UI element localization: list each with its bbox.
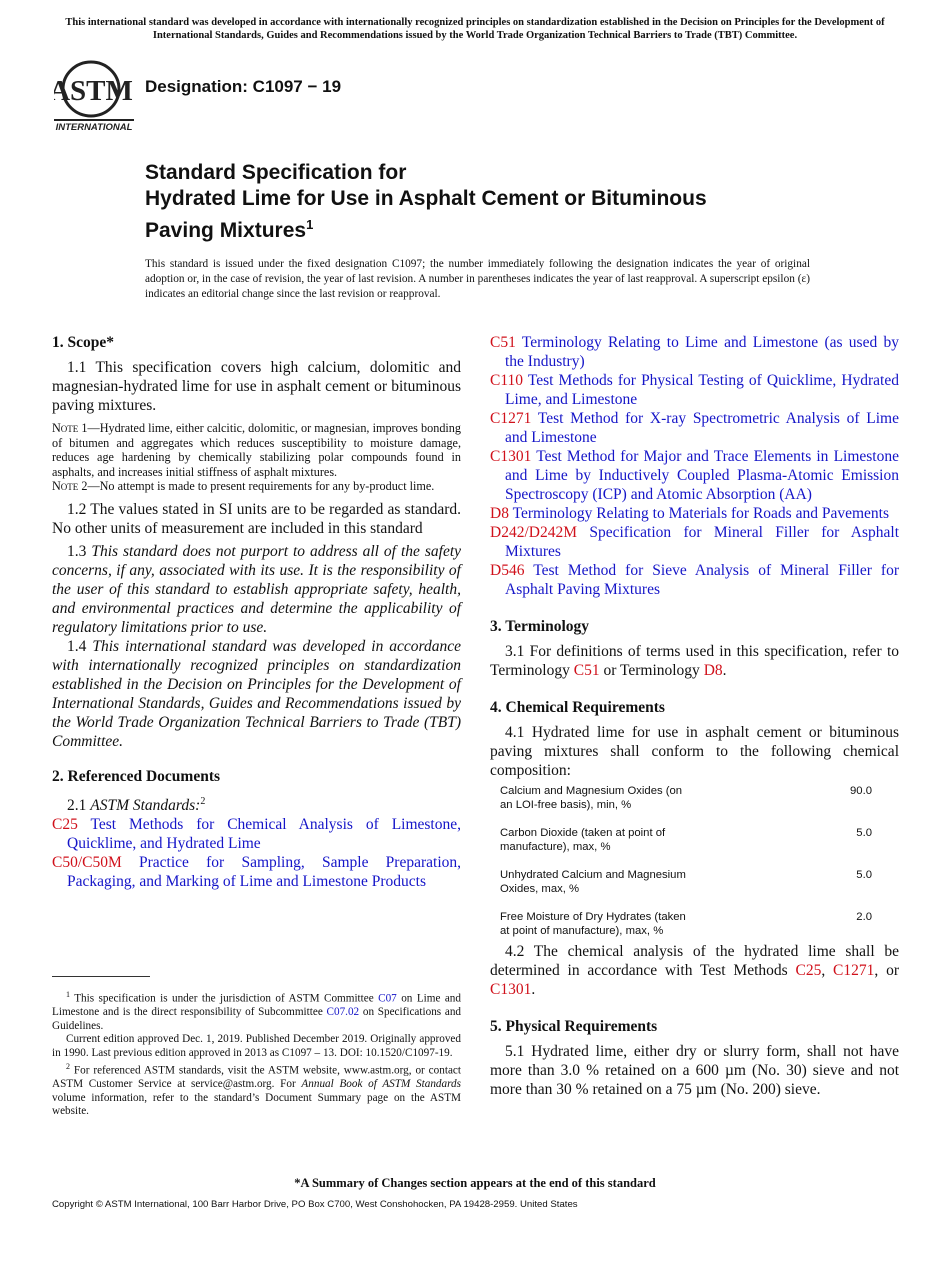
para-4-2: 4.2 The chemical analysis of the hydrated lime shall be determined in accordance with Test Methods C25, C1271, or C1301.: [490, 943, 899, 998]
ref-c1301[interactable]: C1301 Test Method for Major and Trace Elements in Limestone and Lime by Inductively Coupled Plasma-Atomic Emission Spectroscopy (ICP) and Atomic Absorption (AA): [490, 448, 899, 503]
ref-d8[interactable]: D8 Terminology Relating to Materials for Roads and Pavements: [490, 505, 889, 522]
table-row: Calcium and Magnesium Oxides (on an LOI-free basis), min, % 90.0: [500, 785, 872, 811]
top-notice: This international standard was developed in accordance with internationally recognized principles on standardization established in the Decision on Principles for the Development of International Standards, Guides and Recommendations issued by the World Trade Organization Technical Barriers to Trade (TBT) Committee.: [65, 17, 885, 41]
table-row: Free Moisture of Dry Hydrates (taken at point of manufacture), max, % 2.0: [500, 911, 872, 937]
physical-heading: 5. Physical Requirements: [490, 1018, 658, 1035]
chemical-heading: 4. Chemical Requirements: [490, 699, 665, 716]
para-1-4: 1.4 This international standard was developed in accordance with internationally recognized principles on standardization established in the Decision on Principles for the Development of International Standards, Guides and Recommendations issued by the World Trade Organization Technical Barriers to Trade (TBT) Committee.: [52, 637, 462, 750]
note-2: Note 2—No attempt is made to present requirements for any by-product lime.: [52, 479, 435, 493]
link-c51[interactable]: C51: [573, 662, 600, 679]
link-d8[interactable]: D8: [703, 662, 723, 679]
designation: Designation: C1097 − 19: [145, 77, 342, 96]
link-c1301[interactable]: C1301: [490, 981, 532, 998]
para-1-1: 1.1 This specification covers high calcium, dolomitic and magnesian-hydrated lime for use in asphalt cement or bituminous paving mixtures.: [52, 359, 461, 414]
referenced-heading: 2. Referenced Documents: [52, 767, 221, 785]
astm-logo: [54, 57, 134, 133]
link-c25[interactable]: C25: [795, 962, 822, 979]
ref-c25[interactable]: C25 Test Methods for Chemical Analysis of Limestone, Quicklime, and Hydrated Lime: [52, 815, 461, 852]
right-column: [490, 333, 899, 1099]
table-row: Carbon Dioxide (taken at point of manufacture), max, % 5.0: [500, 827, 872, 853]
logo-text: ASTM: [54, 75, 133, 107]
chemical-table: [500, 784, 899, 942]
ref-c51[interactable]: C51 Terminology Relating to Lime and Limestone (as used by the Industry): [490, 334, 899, 370]
issued-note: This standard is issued under the fixed designation C1097; the number immediately following the designation indicates the year of original adoption or, in the case of revision, the year of last revision. A number in parentheses indicates the year of last reapproval. A superscript epsilon (ε) indicates an editorial change since the last revision or reapproval.: [145, 258, 810, 300]
footnote-1: $^1$ This specification is under the jurisdiction of ASTM Committee C07 on Lime and Limestone and is the direct responsibility of Subcommittee C07.02 on Specifications and Guidelines.: [52, 990, 462, 1032]
ref-d242[interactable]: D242/D242M Specification for Mineral Filler for Asphalt Mixtures: [490, 524, 900, 560]
logo-subtext: INTERNATIONAL: [55, 122, 133, 133]
footnote-divider: [52, 976, 150, 977]
footnotes: [52, 988, 461, 1119]
copyright: Copyright © ASTM International, 100 Barr Harbor Drive, PO Box C700, West Conshohocken, PA 19428-2959. United States: [52, 1199, 578, 1210]
footnote-2: $^2$ For referenced ASTM standards, visit the ASTM website, www.astm.org, or contact ASTM Customer Service at service@astm.org. For Annual Book of ASTM Standards volume information, refer to the standard’s Document Summary page on the ASTM website.: [52, 1062, 461, 1118]
page-title: Standard Specification for Hydrated Lime for Use in Asphalt Cement or Bituminous Paving Mixtures$^1$: [145, 161, 707, 242]
para-2-1: 2.1 ASTM Standards:$^2$: [67, 795, 206, 814]
footnote-1-edition: Current edition approved Dec. 1, 2019. Published December 2019. Originally approved in 1990. Last previous edition approved in 2013 as C1097 – 13. DOI: 10.1520/C1097-19.: [52, 1033, 461, 1059]
ref-d546[interactable]: D546 Test Method for Sieve Analysis of Mineral Filler for Asphalt Paving Mixtures: [490, 562, 899, 598]
scope-heading: 1. Scope*: [52, 334, 114, 351]
link-c07-02[interactable]: C07.02: [326, 1006, 360, 1019]
para-1-2: 1.2 The values stated in SI units are to be regarded as standard. No other units of measurement are included in this standard: [52, 500, 461, 537]
note-1: Note 1—Hydrated lime, either calcitic, dolomitic, or magnesian, improves bonding of bitumen and aggregates which reduces susceptibility to moisture damage, reduces age hardening by chemically stabilizing polar compounds found in asphalts, and increases initial stiffness of asphalt mixtures.: [52, 421, 461, 479]
link-c07[interactable]: C07: [378, 992, 397, 1005]
table-row: Unhydrated Calcium and Magnesium Oxides, max, % 5.0: [500, 869, 872, 895]
ref-c50[interactable]: C50/C50M Practice for Sampling, Sample Preparation, Packaging, and Marking of Lime and Limestone Products: [52, 853, 462, 890]
left-column: [52, 333, 461, 891]
ref-c1271[interactable]: C1271 Test Method for X-ray Spectrometric Analysis of Lime and Limestone: [490, 410, 899, 446]
para-5-1: 5.1 Hydrated lime, either dry or slurry form, shall not have more than 3.0 % retained on a 600 µm (No. 30) sieve and not more than 30 % retained on a 75 µm (No. 200) sieve.: [490, 1043, 899, 1098]
para-3-1: 3.1 For definitions of terms used in this specification, refer to Terminology C51 or Terminology D8.: [490, 643, 899, 679]
link-c1271[interactable]: C1271: [833, 962, 875, 979]
para-4-1: 4.1 Hydrated lime for use in asphalt cement or bituminous paving mixtures shall conform to the following chemical composition:: [490, 724, 899, 779]
summary-note: *A Summary of Changes section appears at the end of this standard: [294, 1176, 656, 1190]
ref-c110[interactable]: C110 Test Methods for Physical Testing of Quicklime, Hydrated Lime, and Limestone: [490, 372, 899, 408]
para-1-3: 1.3 This standard does not purport to address all of the safety concerns, if any, associated with its use. It is the responsibility of the user of this standard to establish appropriate safety, health, and environmental practices and determine the applicability of regulatory limitations prior to use.: [52, 542, 462, 636]
terminology-heading: 3. Terminology: [490, 618, 590, 635]
